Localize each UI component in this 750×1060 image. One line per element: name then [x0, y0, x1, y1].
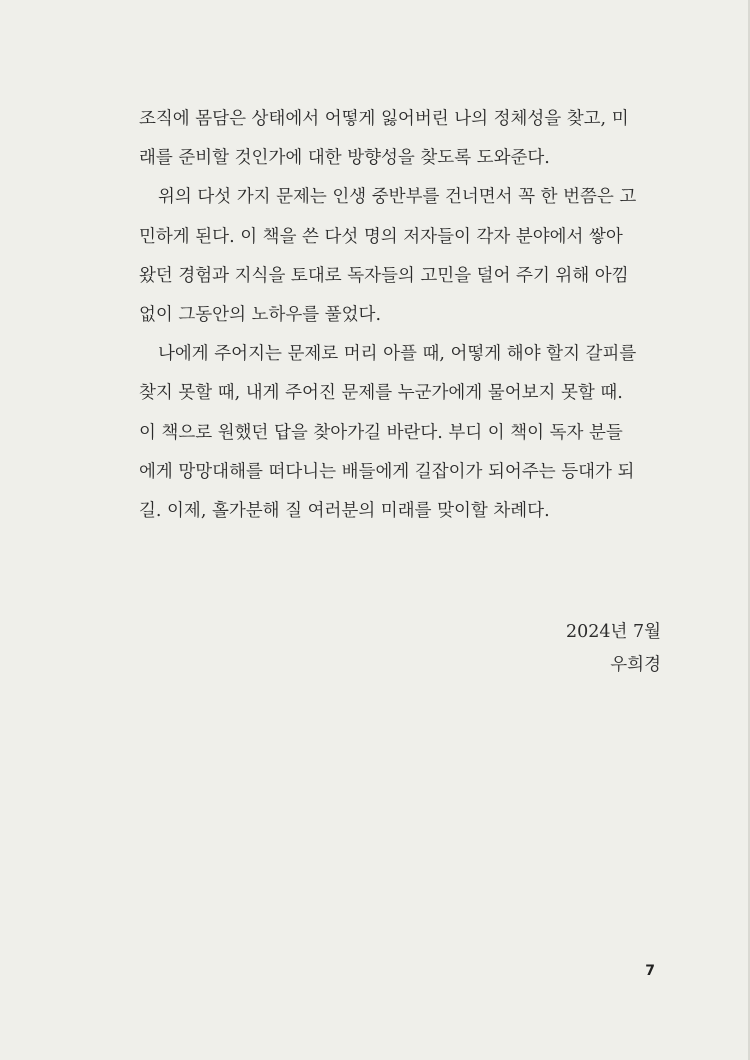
text-line: 이 책으로 원했던 답을 찾아가길 바란다. 부디 이 책이 독자 분들 — [139, 422, 623, 443]
text-line: 길. 이제, 홀가분해 질 여러분의 미래를 맞이할 차례다. — [139, 501, 550, 522]
text-line: 없이 그동안의 노하우를 풀었다. — [139, 305, 382, 326]
text-line: 조직에 몸담은 상태에서 어떻게 잃어버린 나의 정체성을 찾고, 미 — [139, 109, 629, 129]
signature — [566, 616, 661, 682]
text-line: 민하게 된다. 이 책을 쓴 다섯 명의 저자들이 각자 분야에서 쌓아 — [139, 226, 623, 247]
text-line: 위의 다섯 가지 문제는 인생 중반부를 건너면서 꼭 한 번쯤은 고 — [158, 187, 637, 208]
paragraph-3 — [139, 335, 661, 531]
text-line: 래를 준비할 것인가에 대한 방향성을 찾도록 도와준다. — [139, 148, 550, 169]
paragraph-1 — [139, 100, 661, 178]
page-number: 7 — [645, 963, 655, 979]
text-line: 나에게 주어지는 문제로 머리 아플 때, 어떻게 해야 할지 갈피를 — [158, 344, 637, 365]
body-text — [139, 100, 661, 531]
text-line: 왔던 경험과 지식을 토대로 독자들의 고민을 덜어 주기 위해 아낌 — [139, 265, 629, 286]
text-line: 찾지 못할 때, 내게 주어진 문제를 누군가에게 물어보지 못할 때. — [139, 383, 623, 404]
signature-date: 2024년 7월 — [565, 622, 661, 642]
text-line: 에게 망망대해를 떠다니는 배들에게 길잡이가 되어주는 등대가 되 — [139, 461, 635, 482]
signature-author: 우희경 — [610, 655, 661, 675]
paragraph-2 — [139, 178, 661, 335]
